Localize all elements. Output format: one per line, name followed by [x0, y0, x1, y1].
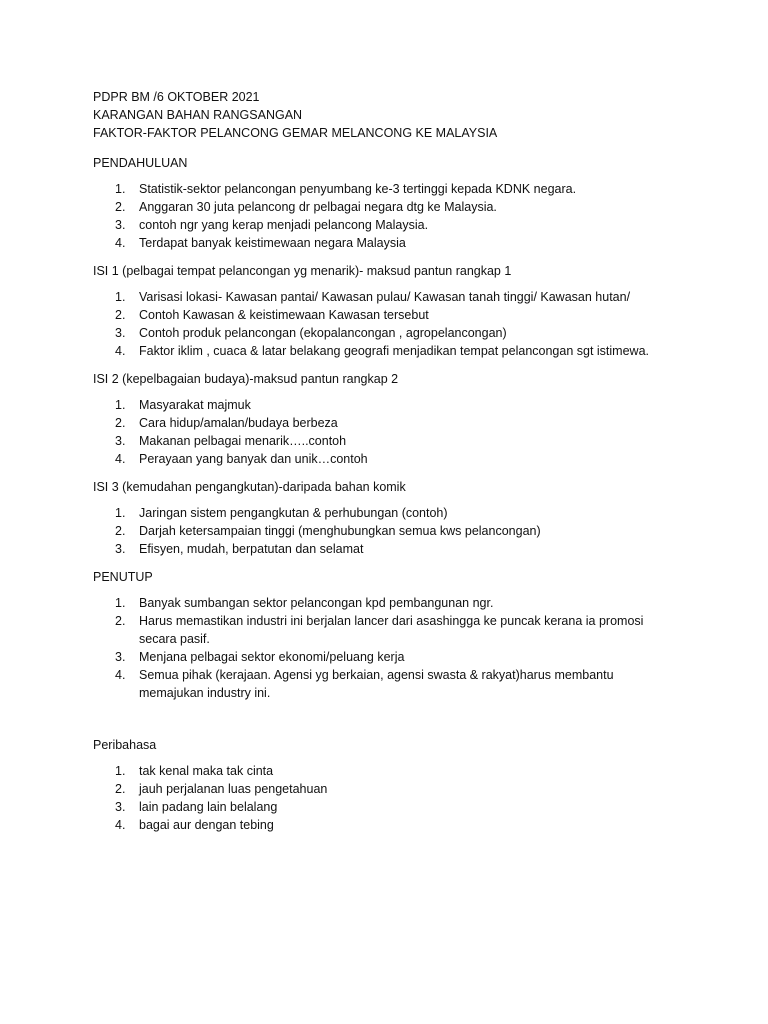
section-isi-1 [93, 262, 693, 360]
item-text: Masyarakat majmuk [139, 398, 251, 412]
item-text: Perayaan yang banyak dan unik…contoh [139, 452, 368, 466]
list-item [93, 612, 693, 648]
list-item [93, 306, 693, 324]
item-number: 4. [115, 344, 126, 358]
item-list [93, 288, 693, 360]
item-text: jauh perjalanan luas pengetahuan [139, 782, 328, 796]
list-item [93, 216, 693, 234]
item-number: 1. [115, 764, 126, 778]
item-list [93, 396, 693, 468]
item-number: 1. [115, 506, 126, 520]
header-title-line: FAKTOR-FAKTOR PELANCONG GEMAR MELANCONG KE MALAYSIA [93, 126, 498, 140]
item-number: 3. [115, 434, 126, 448]
section-heading: ISI 2 (kepelbagaian budaya)-maksud pantun rangkap 2 [93, 372, 399, 386]
item-text: Varisasi lokasi- Kawasan pantai/ Kawasan pulau/ Kawasan tanah tinggi/ Kawasan hutan/ [139, 290, 631, 304]
item-number: 1. [115, 398, 126, 412]
item-text: Semua pihak (kerajaan. Agensi yg berkaian, agensi swasta & rakyat)harus membantu memajukan industry ini. [139, 668, 614, 700]
list-item [93, 414, 693, 432]
section-heading: PENDAHULUAN [93, 156, 188, 170]
section-isi-3 [93, 478, 693, 558]
item-number: 1. [115, 596, 126, 610]
item-number: 2. [115, 782, 126, 796]
document-body [93, 88, 693, 834]
header-date-line: PDPR BM /6 OKTOBER 2021 [93, 90, 260, 104]
item-list [93, 762, 693, 834]
list-item [93, 324, 693, 342]
list-item [93, 780, 693, 798]
list-item [93, 234, 693, 252]
section-heading: Peribahasa [93, 738, 157, 752]
item-number: 4. [115, 236, 126, 250]
list-item [93, 666, 693, 702]
item-text: Cara hidup/amalan/budaya berbeza [139, 416, 338, 430]
item-number: 2. [115, 200, 126, 214]
item-text: Banyak sumbangan sektor pelancongan kpd pembangunan ngr. [139, 596, 494, 610]
item-text: Anggaran 30 juta pelancong dr pelbagai negara dtg ke Malaysia. [139, 200, 497, 214]
section-penutup [93, 568, 693, 702]
item-text: Terdapat banyak keistimewaan negara Malaysia [139, 236, 406, 250]
item-text: Makanan pelbagai menarik…..contoh [139, 434, 347, 448]
section-isi-2 [93, 370, 693, 468]
item-number: 2. [115, 308, 126, 322]
item-text: Efisyen, mudah, berpatutan dan selamat [139, 542, 364, 556]
section-heading: PENUTUP [93, 570, 153, 584]
item-number: 3. [115, 542, 126, 556]
item-number: 3. [115, 650, 126, 664]
item-text: lain padang lain belalang [139, 800, 278, 814]
item-text: Faktor iklim , cuaca & latar belakang geografi menjadikan tempat pelancongan sgt istimewa. [139, 344, 649, 358]
section-heading: ISI 3 (kemudahan pengangkutan)-daripada bahan komik [93, 480, 406, 494]
item-text: Darjah ketersampaian tinggi (menghubungkan semua kws pelancongan) [139, 524, 541, 538]
item-text: Harus memastikan industri ini berjalan lancer dari asashingga ke puncak kerana ia promosi secara pasif. [139, 614, 644, 646]
header-type-line: KARANGAN BAHAN RANGSANGAN [93, 108, 303, 122]
list-item [93, 450, 693, 468]
item-list [93, 594, 693, 702]
item-text: contoh ngr yang kerap menjadi pelancong Malaysia. [139, 218, 429, 232]
item-text: tak kenal maka tak cinta [139, 764, 274, 778]
item-number: 4. [115, 818, 126, 832]
item-number: 2. [115, 614, 126, 628]
item-number: 3. [115, 326, 126, 340]
item-number: 4. [115, 452, 126, 466]
list-item [93, 342, 693, 360]
item-number: 2. [115, 524, 126, 538]
list-item [93, 540, 693, 558]
item-list [93, 180, 693, 252]
list-item [93, 198, 693, 216]
list-item [93, 180, 693, 198]
section-heading: ISI 1 (pelbagai tempat pelancongan yg menarik)- maksud pantun rangkap 1 [93, 264, 512, 278]
item-list [93, 504, 693, 558]
item-number: 1. [115, 182, 126, 196]
item-text: Jaringan sistem pengangkutan & perhubungan (contoh) [139, 506, 448, 520]
item-text: Menjana pelbagai sektor ekonomi/peluang kerja [139, 650, 405, 664]
list-item [93, 522, 693, 540]
list-item [93, 288, 693, 306]
list-item [93, 816, 693, 834]
section-pendahuluan [93, 154, 693, 252]
list-item [93, 594, 693, 612]
item-text: Statistik-sektor pelancongan penyumbang ke-3 tertinggi kepada KDNK negara. [139, 182, 577, 196]
list-item [93, 762, 693, 780]
item-number: 3. [115, 218, 126, 232]
list-item [93, 504, 693, 522]
section-peribahasa [93, 736, 693, 834]
item-text: Contoh produk pelancongan (ekopalancongan , agropelancongan) [139, 326, 507, 340]
list-item [93, 432, 693, 450]
list-item [93, 798, 693, 816]
item-number: 4. [115, 668, 126, 682]
list-item [93, 648, 693, 666]
item-text: bagai aur dengan tebing [139, 818, 274, 832]
list-item [93, 396, 693, 414]
item-number: 1. [115, 290, 126, 304]
item-number: 3. [115, 800, 126, 814]
item-number: 2. [115, 416, 126, 430]
item-text: Contoh Kawasan & keistimewaan Kawasan tersebut [139, 308, 429, 322]
